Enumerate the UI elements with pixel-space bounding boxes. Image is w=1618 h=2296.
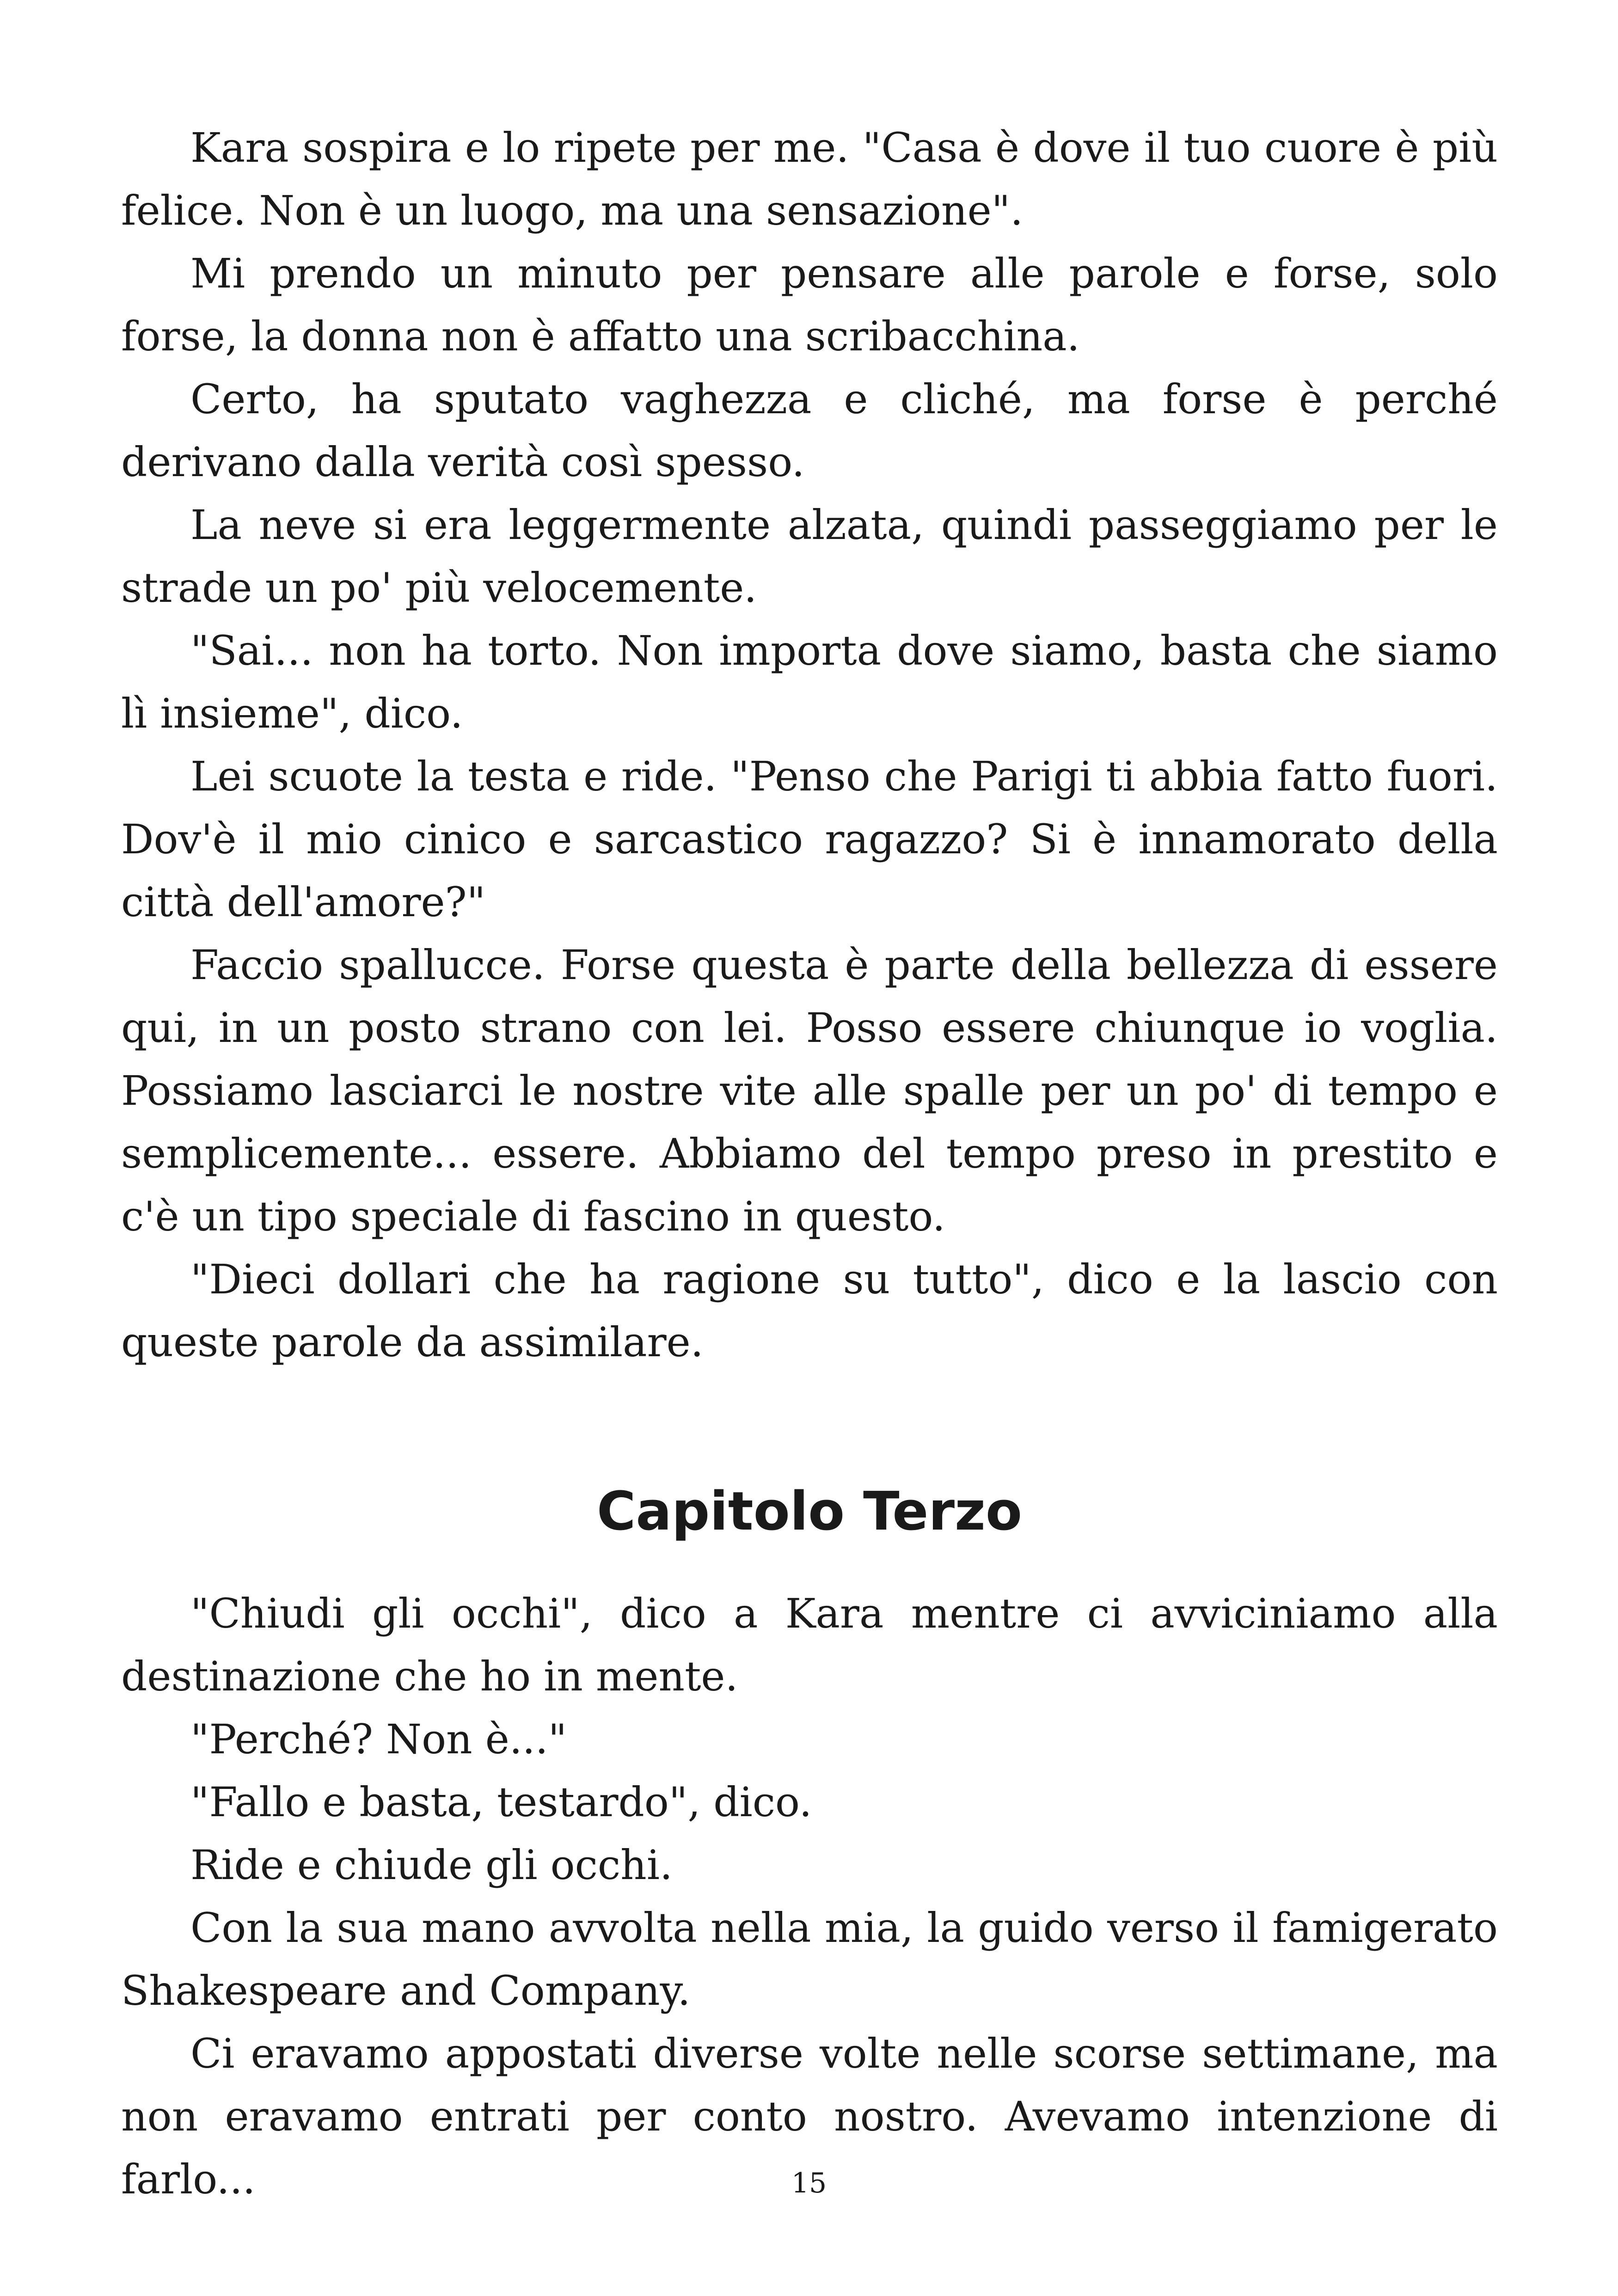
paragraph: "Fallo e basta, testardo", dico. [190,1778,812,1826]
paragraph: Certo, ha sputato vaghezza e cliché, ma forse è perché derivano dalla verità così spesso. [121,375,1498,486]
paragraph: Faccio spallucce. Forse questa è parte della bellezza di essere qui, in un posto strano con lei. Posso essere chiunque io voglia. Possiamo lasciarci le nostre vite alle spalle per un po' di tempo e semplicemente... essere. Abbiamo del tempo preso in prestito e c'è un tipo speciale di fascino in questo. [121,941,1498,1240]
paragraph: "Chiudi gli occhi", dico a Kara mentre ci avviciniamo alla destinazione che ho in mente. [121,1590,1498,1700]
paragraph: Ci eravamo appostati diverse volte nelle scorse settimane, ma non eravamo entrati per conto nostro. Avevamo intenzione di farlo... [121,2030,1498,2203]
paragraph: "Sai... non ha torto. Non importa dove siamo, basta che siamo lì insieme", dico. [121,627,1498,737]
body-text-before-chapter [121,116,1498,1374]
paragraph: Mi prendo un minuto per pensare alle parole e forse, solo forse, la donna non è affatto una scribacchina. [121,250,1498,360]
paragraph: La neve si era leggermente alzata, quindi passeggiamo per le strade un po' più velocemente. [121,501,1498,612]
paragraph: Ride e chiude gli occhi. [190,1841,673,1889]
paragraph: "Perché? Non è..." [190,1715,567,1763]
paragraph: Con la sua mano avvolta nella mia, la guido verso il famigerato Shakespeare and Company. [121,1904,1498,2014]
paragraph: "Dieci dollari che ha ragione su tutto", dico e la lascio con queste parole da assimilare. [121,1255,1498,1366]
paragraph: Lei scuote la testa e ride. "Penso che Parigi ti abbia fatto fuori. Dov'è il mio cinico e sarcastico ragazzo? Si è innamorato della città dell'amore?" [121,753,1498,926]
page-number: 15 [791,2167,827,2199]
body-text-after-chapter [121,1582,1498,2211]
paragraph: Kara sospira e lo ripete per me. "Casa è dove il tuo cuore è più felice. Non è un luogo, ma una sensazione". [121,124,1498,234]
chapter-title: Capitolo Terzo [597,1481,1022,1543]
